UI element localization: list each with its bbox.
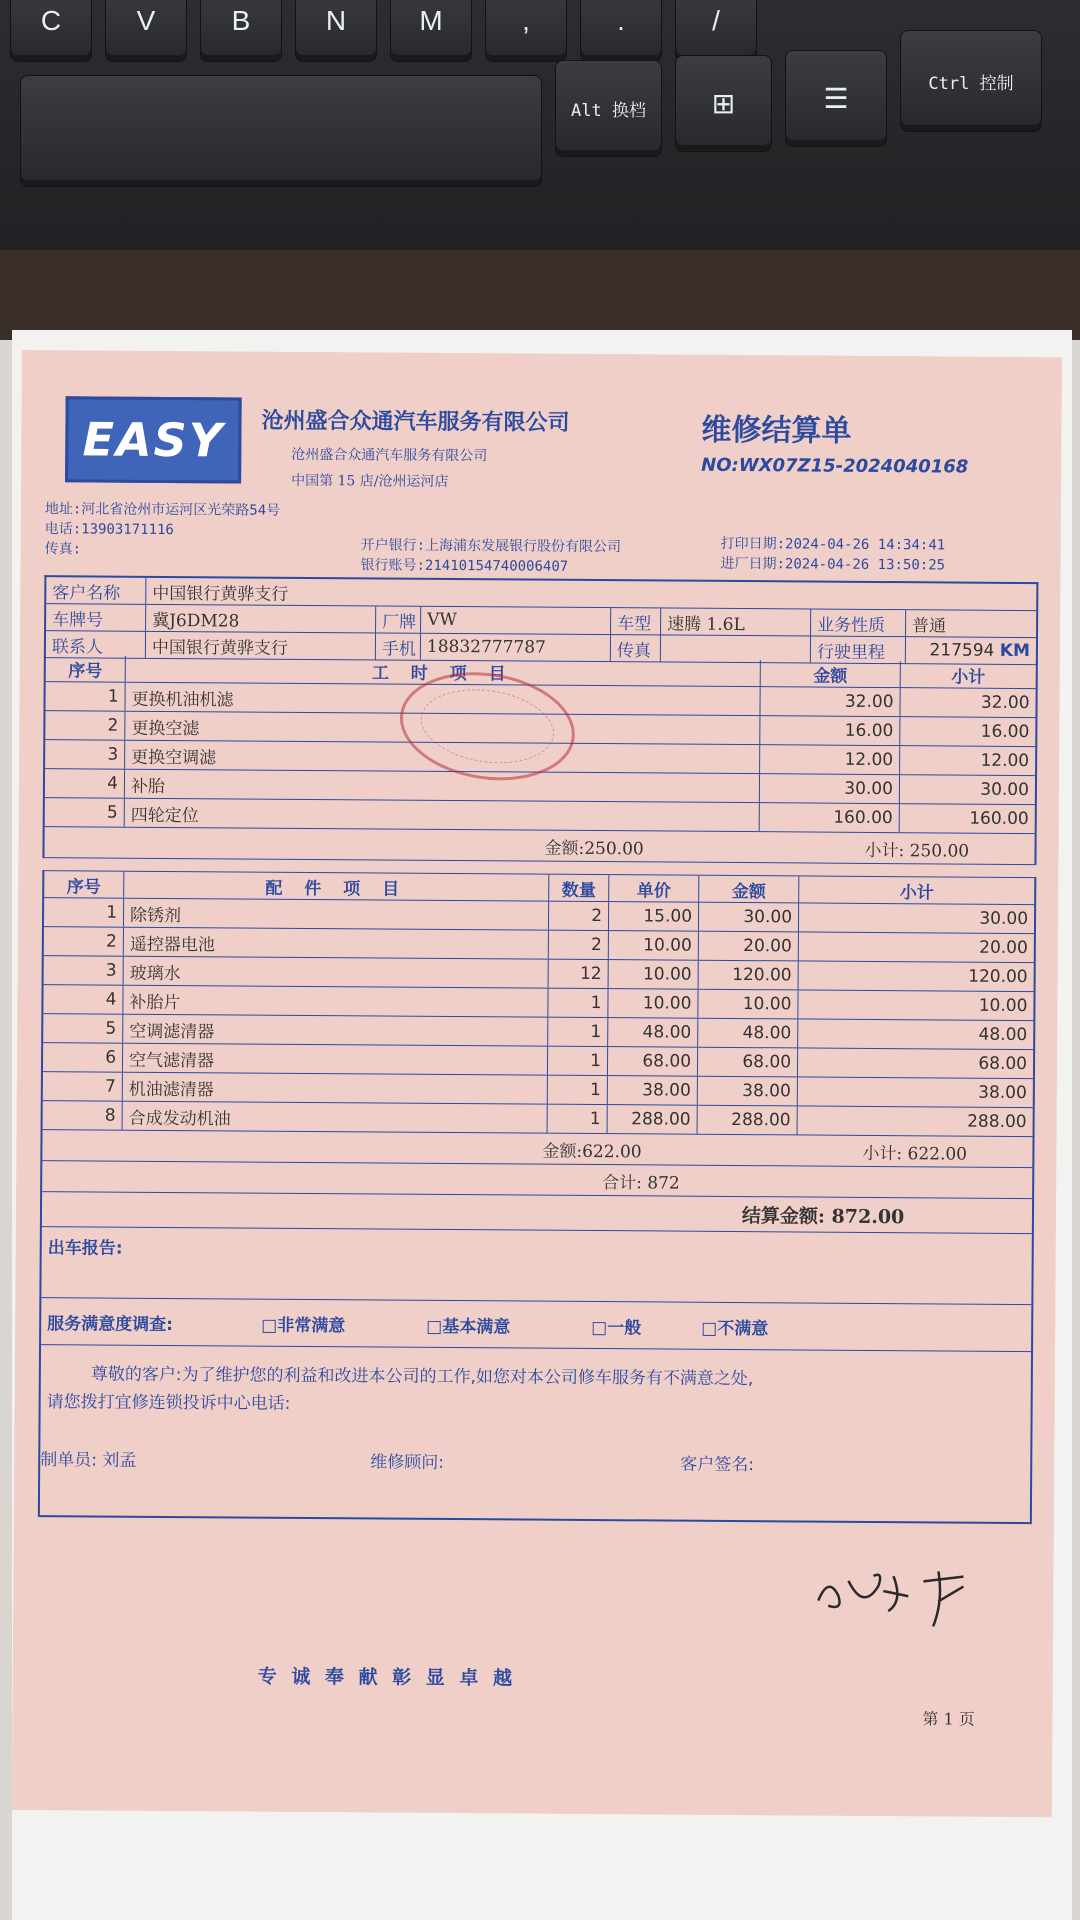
mobile-label: 手机 [376,633,421,659]
parts-no: 7 [43,1072,123,1101]
parts-no: 4 [43,985,123,1014]
parts-price: 288.00 [608,1105,698,1134]
parts-amount: 20.00 [699,932,799,961]
key-period: . [580,0,662,62]
parts-qty: 1 [548,1105,608,1133]
parts-header-price: 单价 [609,875,699,902]
customer-fax-label: 传真 [611,635,661,661]
contact-name: 中国银行黄骅支行 [146,632,376,660]
store-name: 中国第 15 店/沧州运河店 [291,472,449,490]
entry-date: 进厂日期:2024-04-26 13:50:25 [720,555,946,574]
parts-item: 玻璃水 [124,957,549,988]
option-basically-satisfied[interactable]: □基本满意 [426,1316,511,1337]
parts-price: 10.00 [609,931,699,960]
parts-qty: 12 [549,960,609,988]
parts-item: 除锈剂 [124,899,549,930]
plate-label: 车牌号 [46,604,146,631]
labor-subtotal: 小计: 250.00 [864,840,970,862]
brand: VW [421,607,611,634]
labor-item: 补胎 [125,770,760,802]
labor-amount: 32.00 [760,687,900,716]
mileage-unit: KM [999,640,1030,662]
parts-subtotal: 48.00 [978,1024,1028,1046]
parts-qty: 1 [548,989,608,1017]
mileage-value: 217594 [929,640,995,661]
parts-price: 48.00 [608,1018,698,1047]
customer-signature-label: 客户签名: [680,1454,755,1476]
mileage [906,637,1036,664]
parts-qty: 2 [549,902,609,930]
labor-no: 2 [45,711,125,740]
parts-no: 3 [44,956,124,985]
labor-subtotal: 160.00 [969,808,1029,830]
windows-key-icon: ⊞ [675,55,772,152]
parts-subtotal: 38.00 [978,1082,1027,1104]
parts-item: 合成发动机油 [123,1102,548,1133]
labor-subtotal: 12.00 [980,750,1030,772]
labor-item: 更换空滤 [125,712,760,744]
parts-price: 10.00 [608,989,698,1018]
page-number: 第 1 页 [922,1709,975,1729]
parts-subtotal: 68.00 [978,1053,1028,1075]
labor-amount: 16.00 [760,716,900,745]
survey-row [41,1298,1031,1352]
phone: 电话:13903171116 [44,521,174,539]
parts-subtotal: 120.00 [968,966,1028,988]
option-very-satisfied[interactable]: □非常满意 [261,1315,346,1336]
spacebar [20,75,542,187]
notice-line-2: 请您拨打宜修连锁投诉中心电话: [46,1392,291,1414]
labor-item: 更换机油机滤 [125,683,760,715]
labor-amount: 12.00 [760,745,900,774]
parts-header-no: 序号 [44,871,124,898]
bank-account: 银行账号:21410154740006407 [360,557,569,575]
company-name: 沧州盛合众通汽车服务有限公司 [261,407,570,436]
parts-no: 1 [44,898,124,927]
labor-item: 更换空调滤 [125,741,760,773]
settlement-amount: 结算金额: 872.00 [741,1204,905,1228]
report-label: 出车报告: [47,1238,123,1259]
parts-no: 6 [43,1043,123,1072]
easy-logo: EASY [65,396,242,483]
parts-qty: 2 [549,931,609,959]
labor-no: 3 [45,740,125,769]
parts-no: 5 [43,1014,123,1043]
key-ctrl: Ctrl 控制 [900,30,1042,132]
mileage-label: 行驶里程 [811,637,906,664]
document-number: NO:WX07Z15-2024040168 [701,454,969,478]
preparer: 制单员: 刘孟 [40,1450,137,1471]
labor-total: 金额:250.00 [544,838,644,859]
key-m: M [390,0,472,62]
key-b: B [200,0,282,62]
print-date: 打印日期:2024-04-26 14:34:41 [720,535,946,554]
key-c: C [10,0,92,62]
address: 地址:河北省沧州市运河区光荣路54号 [44,501,281,519]
key-alt: Alt 换档 [555,60,662,157]
parts-price: 38.00 [608,1076,698,1105]
labor-header-subtotal: 小计 [951,666,986,688]
parts-subtotal: 30.00 [979,908,1029,930]
parts-price: 68.00 [608,1047,698,1076]
parts-table [38,870,1036,1524]
customer-fax [661,635,811,662]
bank-name: 开户银行:上海浦东发展银行股份有限公司 [360,537,622,556]
parts-amount: 68.00 [698,1048,798,1077]
document-title: 维修结算单 [701,412,852,449]
repair-settlement-sheet [12,350,1062,1817]
option-unsatisfied[interactable]: □不满意 [701,1318,769,1339]
parts-item: 机油滤清器 [123,1073,548,1104]
labor-amount: 30.00 [760,774,900,803]
parts-item: 补胎片 [123,986,548,1017]
customer-signature [813,1561,993,1632]
labor-header-item: 工 时 项 目 [126,656,761,686]
parts-price: 15.00 [609,902,699,931]
customer-name-label: 客户名称 [46,577,146,604]
parts-amount: 38.00 [698,1077,798,1106]
notice-block [40,1345,1031,1524]
company-subname: 沧州盛合众通汽车服务有限公司 [291,446,488,465]
labor-no: 1 [45,682,125,711]
parts-subtotal: 小计: 622.00 [862,1143,968,1165]
labor-no: 4 [45,769,125,798]
labor-subtotal: 32.00 [980,692,1030,714]
parts-header-item: 配 件 项 目 [124,872,549,901]
contact-label: 联系人 [46,631,146,658]
parts-price: 10.00 [609,960,699,989]
parts-header-subtotal: 小计 [899,882,934,903]
parts-subtotal: 10.00 [978,995,1028,1017]
business-type-label: 业务性质 [811,610,906,637]
labor-no: 5 [45,798,125,827]
service-advisor: 维修顾问: [370,1452,445,1473]
parts-amount: 10.00 [698,990,798,1019]
key-v: V [105,0,187,62]
customer-info-table [44,575,1039,665]
labor-item: 四轮定位 [125,799,760,831]
labor-subtotal: 30.00 [980,779,1030,801]
parts-total: 金额:622.00 [542,1141,642,1162]
labor-subtotal: 16.00 [980,721,1030,743]
option-average[interactable]: □一般 [591,1317,642,1338]
parts-item: 遥控器电池 [124,928,549,959]
customer-name: 中国银行黄骅支行 [152,583,289,605]
labor-header-amount: 金额 [761,660,901,687]
menu-key-icon: ☰ [785,50,887,147]
brand-label: 厂牌 [376,606,421,632]
business-type: 普通 [912,615,947,636]
labor-amount: 160.00 [760,803,900,832]
survey-label: 服务满意度调查: [47,1313,174,1335]
parts-subtotal: 288.00 [967,1111,1027,1133]
key-n: N [295,0,377,62]
parts-subtotal: 20.00 [979,937,1028,959]
parts-item: 空调滤清器 [123,1015,548,1046]
parts-amount: 30.00 [699,903,799,932]
parts-no: 2 [44,927,124,956]
fax: 传真: [44,541,82,558]
parts-amount: 48.00 [698,1019,798,1048]
model: 速腾 1.6L [661,608,811,635]
report-row [41,1227,1031,1305]
parts-no: 8 [43,1101,123,1130]
labor-total-row [44,827,1034,865]
parts-amount: 120.00 [699,961,799,990]
parts-header-amount: 金额 [699,876,799,903]
notice-line-1: 尊敬的客户:为了维护您的利益和改进本公司的工作,如您对本公司修车服务有不满意之处, [90,1364,754,1390]
plate-number: 冀J6DM28 [146,605,376,633]
key-comma: , [485,0,567,62]
key-slash: / [675,0,757,62]
parts-qty: 1 [548,1018,608,1046]
grand-total: 合计: 872 [602,1172,680,1194]
desk-surface [0,250,1080,340]
model-label: 车型 [611,608,661,634]
slogan: 专 诚 奉 献 彰 显 卓 越 [257,1665,517,1690]
parts-qty: 1 [548,1076,608,1104]
labor-header-no: 序号 [46,655,126,682]
parts-amount: 288.00 [698,1106,798,1135]
parts-header-qty: 数量 [549,875,609,901]
mobile-number: 18832777787 [421,634,611,661]
parts-item: 空气滤清器 [123,1044,548,1075]
parts-qty: 1 [548,1047,608,1075]
